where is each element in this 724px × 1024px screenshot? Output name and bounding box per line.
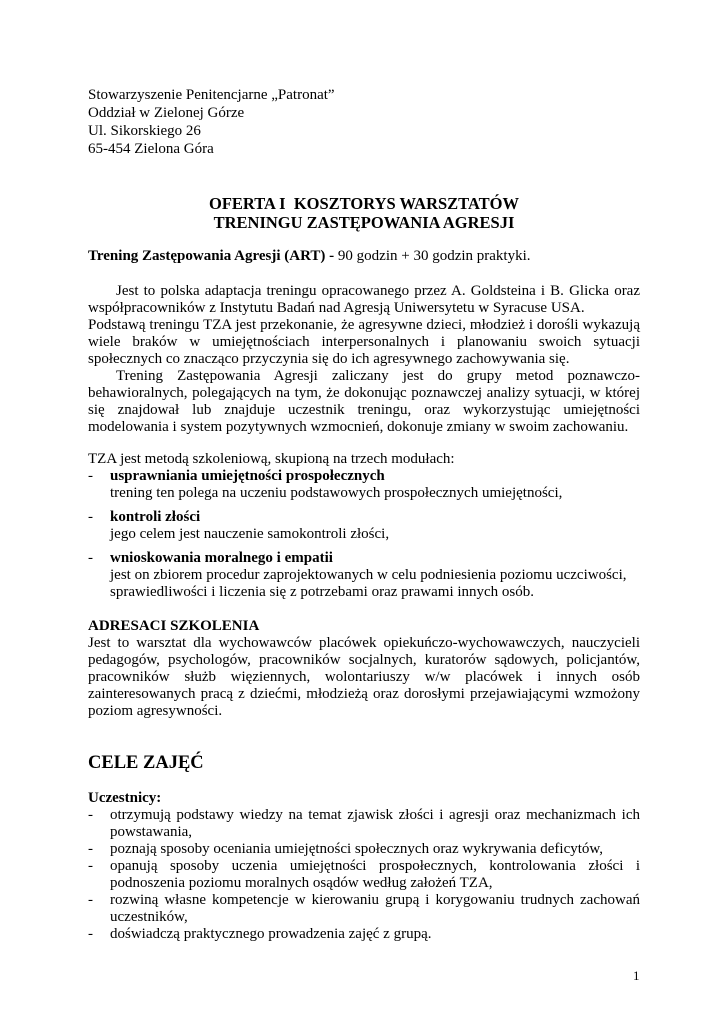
list-dash: -	[88, 892, 93, 908]
title-line-1: OFERTA I KOSZTORYS WARSZTATÓW	[209, 194, 519, 213]
list-dash: -	[88, 550, 93, 566]
module-desc: jego celem jest nauczenie samokontroli złości,	[110, 526, 390, 542]
paragraph-basis: Podstawą treningu TZA jest przekonanie, że agresywne dzieci, młodzież i dorośli wykazują wiele braków w umiejętnościach interpersonalnych i planowaniu swoich sytuacji społecznych co znacząco przyczynia się do ich agresywnego zachowywania się.	[88, 317, 640, 367]
adresaci-heading: ADRESACI SZKOLENIA	[88, 618, 260, 634]
lead-line	[88, 248, 640, 265]
list-dash: -	[88, 858, 93, 874]
goal-item	[88, 858, 640, 892]
goal-text: opanują sposoby uczenia umiejętności prospołecznych, kontrolowania złości i podnoszenia poziomu moralnych osądów według założeń TZA,	[110, 858, 640, 891]
sender-address	[88, 86, 640, 158]
goal-item	[88, 807, 640, 841]
module-item	[88, 468, 640, 502]
address-line-street: Ul. Sikorskiego 26	[88, 123, 201, 139]
list-dash: -	[88, 807, 93, 823]
goal-text: otrzymują podstawy wiedzy na temat zjawisk złości i agresji oraz mechanizmach ich powstawania,	[110, 807, 640, 840]
module-title: wnioskowania moralnego i empatii	[110, 550, 333, 566]
module-item	[88, 550, 640, 601]
cele-heading: CELE ZAJĘĆ	[88, 753, 204, 773]
module-desc: jest on zbiorem procedur zaprojektowanych w celu podniesienia poziomu uczciwości, sprawiedliwości i liczenia się z potrzebami oraz prawami innych osób.	[110, 567, 627, 600]
page-number: 1	[633, 968, 640, 983]
goal-text: poznają sposoby oceniania umiejętności społecznych oraz wykrywania deficytów,	[110, 841, 604, 857]
modules-section	[88, 451, 640, 601]
module-item	[88, 509, 640, 543]
goal-item	[88, 926, 640, 943]
goal-text: doświadczą praktycznego prowadzenia zajęć z grupą.	[110, 926, 432, 942]
paragraph-method: Trening Zastępowania Agresji zaliczany jest do grupy metod poznawczo-behawioralnych, polegających na tym, że dokonując poznawczej analizy sytuacji, w której się znajdował lub znajduje uczestnik treningu, oraz wykorzystując umiejętności modelowania i system pozytywnych wzmocnień, dokonuje zmiany w swoim zachowaniu.	[88, 368, 640, 435]
list-dash: -	[88, 926, 93, 942]
address-line-city: 65-454 Zielona Góra	[88, 141, 214, 157]
intro-section	[88, 283, 640, 436]
goal-item	[88, 841, 640, 858]
paragraph-adaptation: Jest to polska adaptacja treningu opracowanego przez A. Goldsteina i B. Glicka oraz współpracowników z Instytutu Badań nad Agresją Uniwersytetu w Syracuse USA.	[88, 283, 640, 316]
document-page	[88, 86, 640, 943]
list-dash: -	[88, 841, 93, 857]
address-line-branch: Oddział w Zielonej Górze	[88, 105, 245, 121]
address-line-organization: Stowarzyszenie Penitencjarne „Patronat”	[88, 87, 335, 103]
uczestnicy-label: Uczestnicy:	[88, 790, 162, 806]
goal-item	[88, 892, 640, 926]
title-line-2: TRENINGU ZASTĘPOWANIA AGRESJI	[213, 213, 515, 232]
lead-bold: Trening Zastępowania Agresji (ART) -	[88, 248, 335, 264]
list-dash: -	[88, 509, 93, 525]
adresaci-paragraph: Jest to warsztat dla wychowawców placówek opiekuńczo-wychowawczych, nauczycieli pedagogów, psychologów, pracowników socjalnych, kuratorów sądowych, policjantów, pracowników służb więziennych, wolontariuszy w/w placówek i innych osób zainteresowanych pracą z dziećmi, młodzieżą oraz dorosłymi przejawiającymi wzmożony poziom agresywności.	[88, 635, 640, 719]
list-dash: -	[88, 468, 93, 484]
document-title	[88, 194, 640, 232]
module-title: kontroli złości	[110, 509, 201, 525]
goal-text: rozwiną własne kompetencje w kierowaniu grupą i korygowaniu trudnych zachowań uczestników,	[110, 892, 640, 925]
modules-intro: TZA jest metodą szkoleniową, skupioną na trzech modułach:	[88, 451, 455, 467]
goals-list	[88, 807, 640, 943]
module-title: usprawniania umiejętności prospołecznych	[110, 468, 385, 484]
module-desc: trening ten polega na uczeniu podstawowych prospołecznych umiejętności,	[110, 485, 563, 501]
lead-rest: 90 godzin + 30 godzin praktyki.	[334, 248, 531, 264]
